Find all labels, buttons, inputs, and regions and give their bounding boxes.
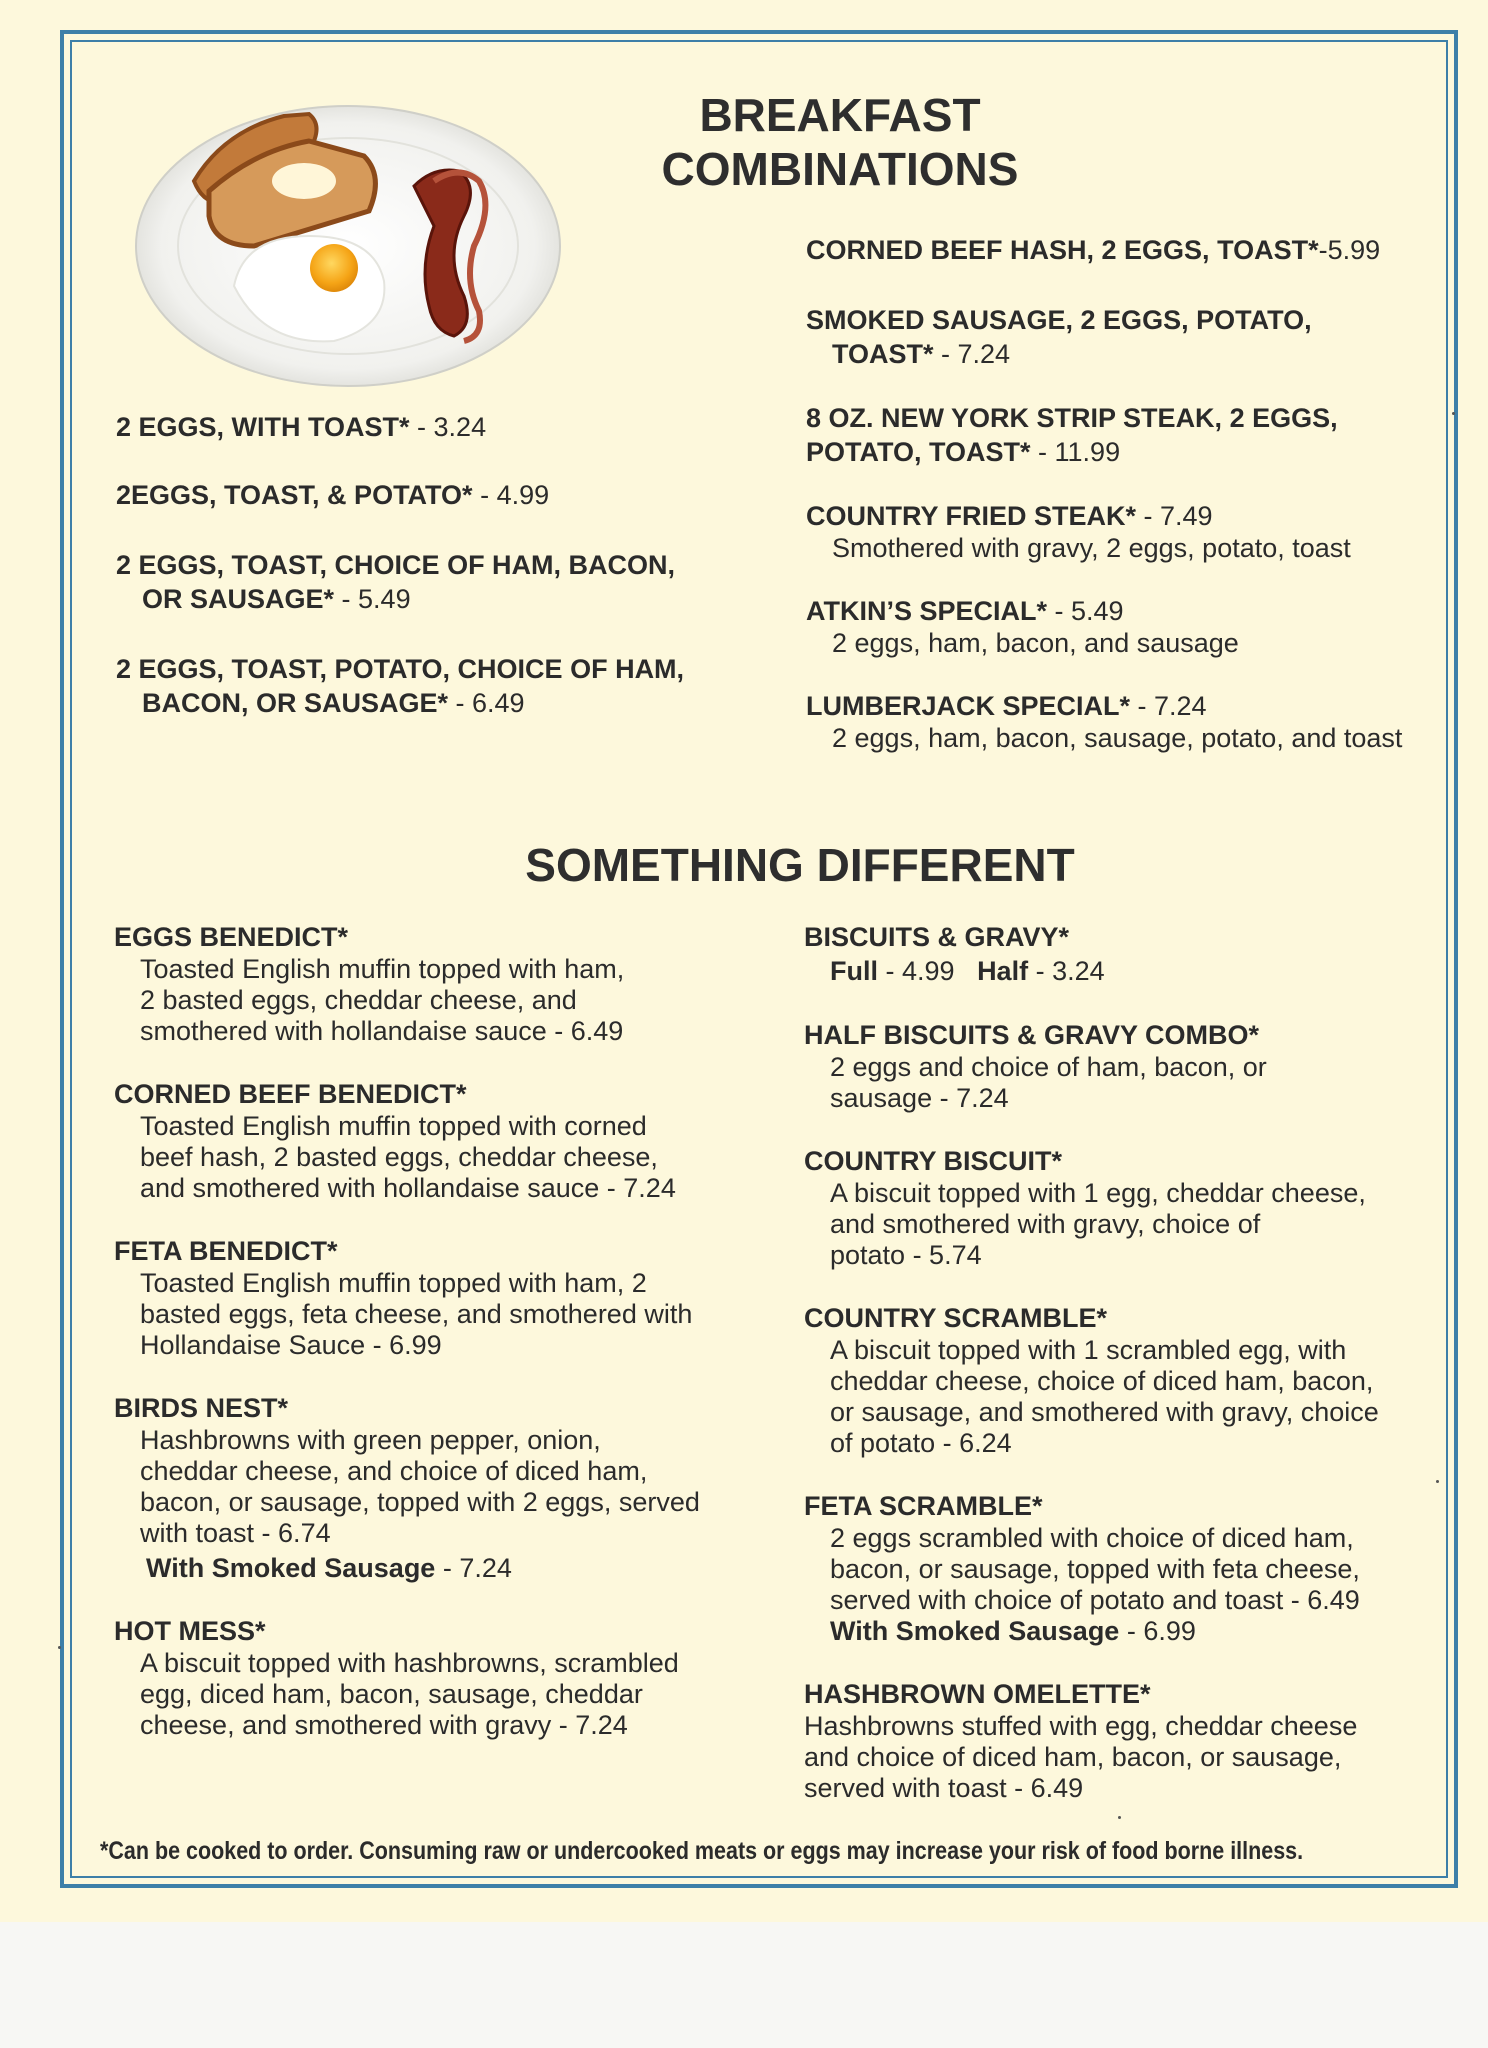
menu-item xyxy=(116,478,756,512)
item-description: beef hash, 2 basted eggs, cheddar cheese, xyxy=(140,1142,658,1172)
breakfast-right-column xyxy=(806,233,1446,754)
size-label-half: Half xyxy=(977,956,1029,986)
menu-item xyxy=(114,1391,764,1584)
item-description: and smothered with hollandaise sauce - 7.24 xyxy=(140,1173,676,1203)
menu-item xyxy=(116,410,756,444)
section-title-breakfast-combinations xyxy=(560,88,1120,196)
item-description: 2 eggs, ham, bacon, sausage, potato, and toast xyxy=(832,723,1403,753)
menu-item xyxy=(116,652,756,720)
different-right-column xyxy=(804,920,1444,1804)
item-name: COUNTRY FRIED STEAK* xyxy=(806,501,1137,531)
item-description: and choice of diced ham, bacon, or sausage, xyxy=(804,1742,1342,1772)
breakfast-left-column xyxy=(116,410,756,720)
item-name: HALF BISCUITS & GRAVY COMBO* xyxy=(804,1020,1260,1050)
item-description: 2 eggs, ham, bacon, and sausage xyxy=(832,628,1239,658)
item-description: A biscuit topped with 1 egg, cheddar cheese, xyxy=(830,1178,1366,1208)
section-title-something-different: SOMETHING DIFFERENT xyxy=(525,839,1075,891)
item-variant: With Smoked Sausage xyxy=(830,1616,1120,1646)
item-name: 8 OZ. NEW YORK STRIP STEAK, 2 EGGS, xyxy=(806,403,1338,433)
menu-item xyxy=(806,303,1446,371)
item-description: Toasted English muffin topped with ham, xyxy=(140,954,625,984)
menu-item xyxy=(114,1614,764,1741)
menu-item xyxy=(806,401,1446,469)
item-price: - 7.49 xyxy=(1136,501,1213,531)
item-name: BIRDS NEST* xyxy=(114,1393,289,1423)
item-variant: With Smoked Sausage xyxy=(146,1553,436,1583)
item-name: COUNTRY SCRAMBLE* xyxy=(804,1303,1108,1333)
menu-item xyxy=(114,920,764,1047)
item-name: ATKIN’S SPECIAL* xyxy=(806,596,1048,626)
item-description: Toasted English muffin topped with corned xyxy=(140,1111,647,1141)
item-price: - 6.49 xyxy=(448,688,525,718)
item-price: - 7.24 xyxy=(1130,691,1207,721)
item-description: served with choice of potato and toast - 6.49 xyxy=(830,1585,1360,1615)
size-price-full: - 4.99 xyxy=(878,956,955,986)
different-left-column xyxy=(114,920,764,1741)
item-name: LUMBERJACK SPECIAL* xyxy=(806,691,1131,721)
item-description: Smothered with gravy, 2 eggs, potato, toast xyxy=(832,533,1351,563)
item-description: 2 eggs and choice of ham, bacon, or xyxy=(830,1052,1267,1082)
item-description: cheddar cheese, and choice of diced ham, xyxy=(140,1456,648,1486)
item-price: - 11.99 xyxy=(1030,437,1121,467)
menu-item xyxy=(804,1489,1444,1647)
menu-item xyxy=(806,233,1446,267)
item-description: A biscuit topped with 1 scrambled egg, with xyxy=(830,1335,1347,1365)
item-description: cheddar cheese, choice of diced ham, bacon, xyxy=(830,1366,1374,1396)
scan-speck xyxy=(1452,412,1455,415)
item-description: served with toast - 6.49 xyxy=(804,1773,1084,1803)
item-variant-price: - 6.99 xyxy=(1119,1616,1196,1646)
title-line-2: COMBINATIONS xyxy=(661,143,1019,195)
menu-item xyxy=(804,1144,1444,1271)
item-name: 2 EGGS, TOAST, POTATO, CHOICE OF HAM, xyxy=(116,654,685,684)
item-description: egg, diced ham, bacon, sausage, cheddar xyxy=(140,1679,643,1709)
item-description: potato - 5.74 xyxy=(830,1240,982,1270)
item-name: BISCUITS & GRAVY* xyxy=(804,922,1070,952)
item-name: COUNTRY BISCUIT* xyxy=(804,1146,1063,1176)
scan-speck xyxy=(1436,1480,1439,1483)
item-name: SMOKED SAUSAGE, 2 EGGS, POTATO, xyxy=(806,305,1312,335)
size-label-full: Full xyxy=(830,956,878,986)
item-name: FETA BENEDICT* xyxy=(114,1236,338,1266)
item-description: sausage - 7.24 xyxy=(830,1083,1009,1113)
item-name-cont: TOAST* xyxy=(832,339,934,369)
menu-item xyxy=(806,499,1446,564)
menu-item xyxy=(806,594,1446,659)
menu-item xyxy=(804,1018,1444,1114)
item-name: 2 EGGS, TOAST, CHOICE OF HAM, BACON, xyxy=(116,550,676,580)
item-name: HASHBROWN OMELETTE* xyxy=(804,1679,1151,1709)
menu-item xyxy=(804,1677,1444,1804)
item-variant-price: - 7.24 xyxy=(435,1553,512,1583)
item-description: basted eggs, feta cheese, and smothered with xyxy=(140,1299,693,1329)
item-description: Toasted English muffin topped with ham, 2 xyxy=(140,1268,647,1298)
item-name-cont: OR SAUSAGE* xyxy=(142,584,335,614)
item-name-cont: BACON, OR SAUSAGE* xyxy=(142,688,449,718)
scan-speck xyxy=(1118,1816,1121,1819)
menu-item xyxy=(116,548,756,616)
item-price: - 4.99 xyxy=(472,480,550,510)
item-description: 2 eggs scrambled with choice of diced ham, xyxy=(830,1523,1354,1553)
item-name: EGGS BENEDICT* xyxy=(114,922,349,952)
size-price-half: - 3.24 xyxy=(1028,956,1105,986)
item-description: A biscuit topped with hashbrowns, scrambled xyxy=(140,1648,679,1678)
item-price: - 5.49 xyxy=(334,584,411,614)
item-price: - 5.49 xyxy=(1047,596,1124,626)
item-description: bacon, or sausage, topped with 2 eggs, served xyxy=(140,1487,700,1517)
item-description: Hashbrowns stuffed with egg, cheddar cheese xyxy=(804,1711,1358,1741)
item-name: 2 EGGS, WITH TOAST* xyxy=(116,412,410,442)
item-price: - 7.24 xyxy=(933,339,1011,369)
food-safety-footnote: *Can be cooked to order. Consuming raw or undercooked meats or eggs may increase your risk of food borne illness. xyxy=(100,1837,1304,1865)
item-description: of potato - 6.24 xyxy=(830,1428,1012,1458)
item-description: cheese, and smothered with gravy - 7.24 xyxy=(140,1710,628,1740)
item-name: 2EGGS, TOAST, & POTATO* xyxy=(116,480,473,510)
item-description: Hollandaise Sauce - 6.99 xyxy=(140,1330,442,1360)
item-description: smothered with hollandaise sauce - 6.49 xyxy=(140,1016,624,1046)
item-description: 2 basted eggs, cheddar cheese, and xyxy=(140,985,577,1015)
item-name: FETA SCRAMBLE* xyxy=(804,1491,1043,1521)
menu-item xyxy=(806,689,1446,754)
menu-item xyxy=(114,1234,764,1361)
item-price: -5.99 xyxy=(1318,235,1381,265)
item-description: bacon, or sausage, topped with feta cheese, xyxy=(830,1554,1360,1584)
item-description: with toast - 6.74 xyxy=(140,1518,331,1548)
breakfast-plate-icon xyxy=(134,96,566,396)
item-description: or sausage, and smothered with gravy, choice xyxy=(830,1397,1379,1427)
menu-item xyxy=(804,1301,1444,1459)
item-price: - 3.24 xyxy=(409,412,487,442)
menu-item xyxy=(804,920,1444,988)
item-name: HOT MESS* xyxy=(114,1616,266,1646)
menu-item xyxy=(114,1077,764,1204)
item-description: and smothered with gravy, choice of xyxy=(830,1209,1261,1239)
title-line-1: BREAKFAST xyxy=(699,89,981,141)
item-description: Hashbrowns with green pepper, onion, xyxy=(140,1425,601,1455)
scan-speck xyxy=(58,1646,61,1649)
item-name: CORNED BEEF BENEDICT* xyxy=(114,1079,467,1109)
item-name: CORNED BEEF HASH, 2 EGGS, TOAST* xyxy=(806,235,1319,265)
item-name-cont: POTATO, TOAST* xyxy=(806,437,1031,467)
